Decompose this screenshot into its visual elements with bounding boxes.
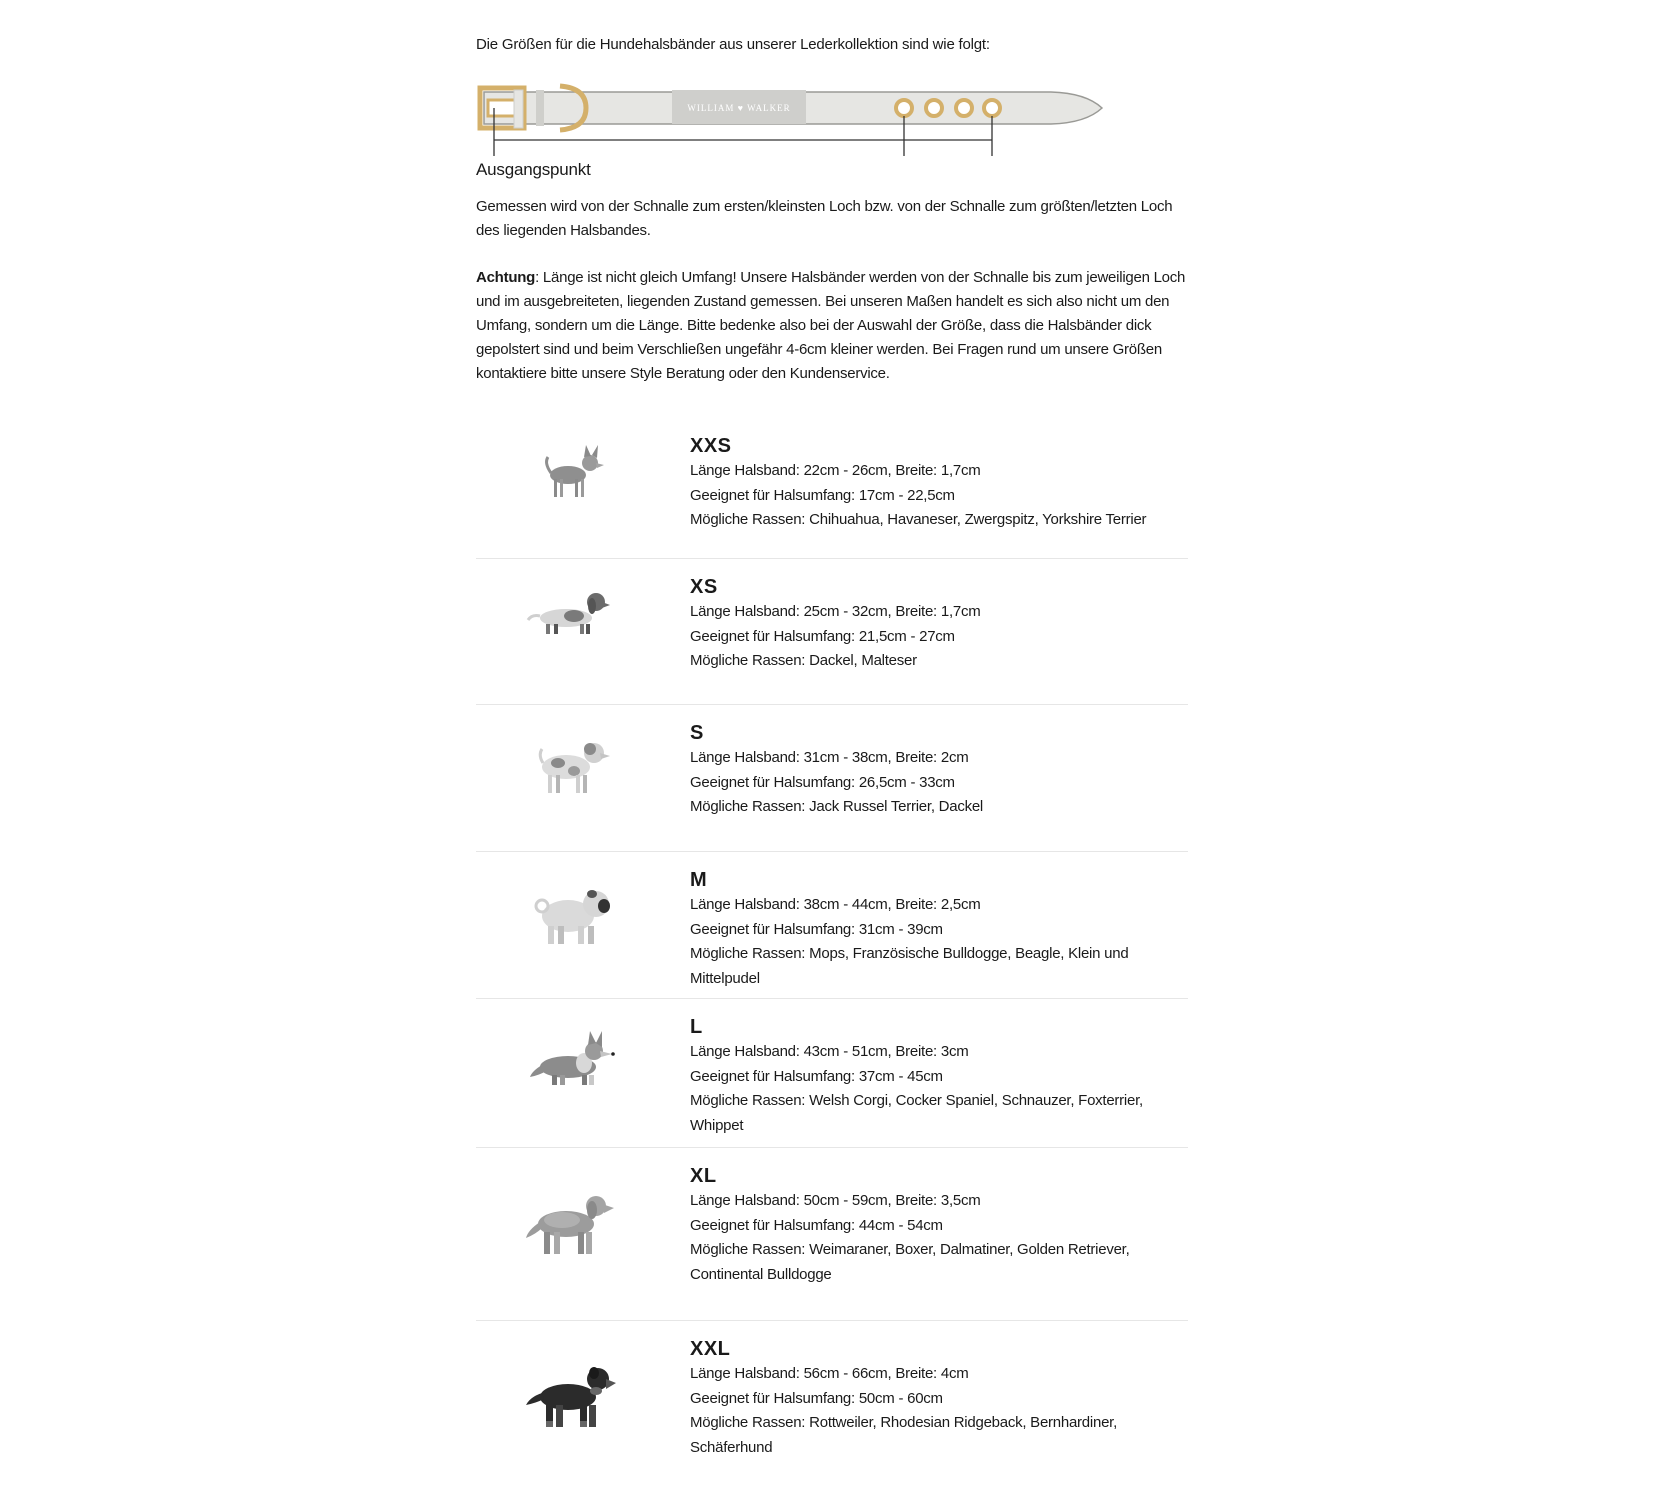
collar-length: Länge Halsband: 38cm - 44cm, Breite: 2,5cm (690, 896, 981, 913)
collar-hole (926, 100, 942, 116)
attention-text (476, 266, 1188, 386)
neck-size: Geeignet für Halsumfang: 21,5cm - 27cm (690, 627, 955, 645)
attention-label: Achtung (476, 269, 536, 286)
collar-length: Länge Halsband: 43cm - 51cm, Breite: 3cm (690, 1043, 969, 1060)
rottweiler-icon (512, 1359, 632, 1439)
corgi-icon (512, 1027, 632, 1107)
collar-hole (896, 100, 912, 116)
ausgangspunkt-heading: Ausgangspunkt (476, 160, 591, 179)
neck-size: Geeignet für Halsumfang: 50cm - 60cm (690, 1389, 943, 1407)
dachshund-icon (512, 574, 632, 654)
collar-length: Länge Halsband: 22cm - 26cm, Breite: 1,7cm (690, 462, 981, 479)
size-title: S (690, 722, 704, 744)
size-title: L (690, 1016, 703, 1038)
collar-length: Länge Halsband: 56cm - 66cm, Breite: 4cm (690, 1365, 969, 1382)
collar-hole (984, 100, 1000, 116)
size-title: XS (690, 576, 718, 598)
breeds: Mögliche Rassen: Jack Russel Terrier, Dackel (690, 798, 984, 815)
size-row-xl (476, 1148, 1188, 1321)
attention-body: : Länge ist nicht gleich Umfang! Unsere Halsbänder werden von der Schnalle bis zum jeweiligen Loch und im ausgebreiteten, liegenden Zustand gemessen. Bei unseren Maßen handelt es sich also nicht um den Umfang, sondern um die Länge. Bitte bedenke also bei der Auswahl der Größe, dass die Halsbänder dick gepolstert sind und beim Verschließen ungefähr 4-6cm kleiner werden. Bei Fragen rund um unsere Größen kontaktiere bitte unsere Style Beratung oder den Kundenservice. (476, 269, 1186, 382)
size-title: XXL (690, 1338, 731, 1360)
breeds: Mögliche Rassen: Chihuahua, Havaneser, Zwergspitz, Yorkshire Terrier (690, 511, 1147, 528)
size-row-m (476, 852, 1188, 999)
chihuahua-icon (512, 433, 632, 513)
neck-size: Geeignet für Halsumfang: 26,5cm - 33cm (690, 773, 955, 791)
neck-size: Geeignet für Halsumfang: 17cm - 22,5cm (690, 486, 955, 504)
neck-size: Geeignet für Halsumfang: 37cm - 45cm (690, 1067, 943, 1085)
size-row-xxl (476, 1321, 1188, 1461)
collar-length: Länge Halsband: 31cm - 38cm, Breite: 2cm (690, 749, 969, 766)
measure-text: Gemessen wird von der Schnalle zum ersten/kleinsten Loch bzw. von der Schnalle zum größten/letzten Loch des liegenden Halsbandes. (476, 198, 1173, 239)
intro-text: Die Größen für die Hundehalsbänder aus unserer Lederkollektion sind wie folgt: (476, 36, 990, 53)
breeds: Mögliche Rassen: Weimaraner, Boxer, Dalmatiner, Golden Retriever, Continental Bulldogge (690, 1241, 1130, 1283)
collar-hole (956, 100, 972, 116)
breeds: Mögliche Rassen: Mops, Französische Bulldogge, Beagle, Klein und Mittelpudel (690, 945, 1129, 987)
breeds: Mögliche Rassen: Rottweiler, Rhodesian Ridgeback, Bernhardiner, Schäferhund (690, 1414, 1117, 1456)
brand-text: WILLIAM ♥ WALKER (687, 103, 791, 113)
neck-size: Geeignet für Halsumfang: 44cm - 54cm (690, 1216, 943, 1234)
breeds: Mögliche Rassen: Dackel, Malteser (690, 652, 917, 669)
collar-length: Länge Halsband: 50cm - 59cm, Breite: 3,5cm (690, 1192, 981, 1209)
size-title: XL (690, 1165, 717, 1187)
jack-russel-icon (512, 733, 632, 813)
size-row-s (476, 705, 1188, 852)
size-title: M (690, 869, 708, 891)
neck-size: Geeignet für Halsumfang: 31cm - 39cm (690, 920, 943, 938)
collar-length: Länge Halsband: 25cm - 32cm, Breite: 1,7cm (690, 603, 981, 620)
pug-icon (512, 882, 632, 962)
collar-diagram (476, 80, 1116, 160)
retriever-icon (512, 1186, 632, 1266)
size-list (476, 418, 1188, 1461)
size-row-xs (476, 559, 1188, 705)
size-row-xxs (476, 418, 1188, 559)
size-row-l (476, 999, 1188, 1148)
breeds: Mögliche Rassen: Welsh Corgi, Cocker Spaniel, Schnauzer, Foxterrier, Whippet (690, 1092, 1143, 1134)
size-title: XXS (690, 435, 732, 457)
